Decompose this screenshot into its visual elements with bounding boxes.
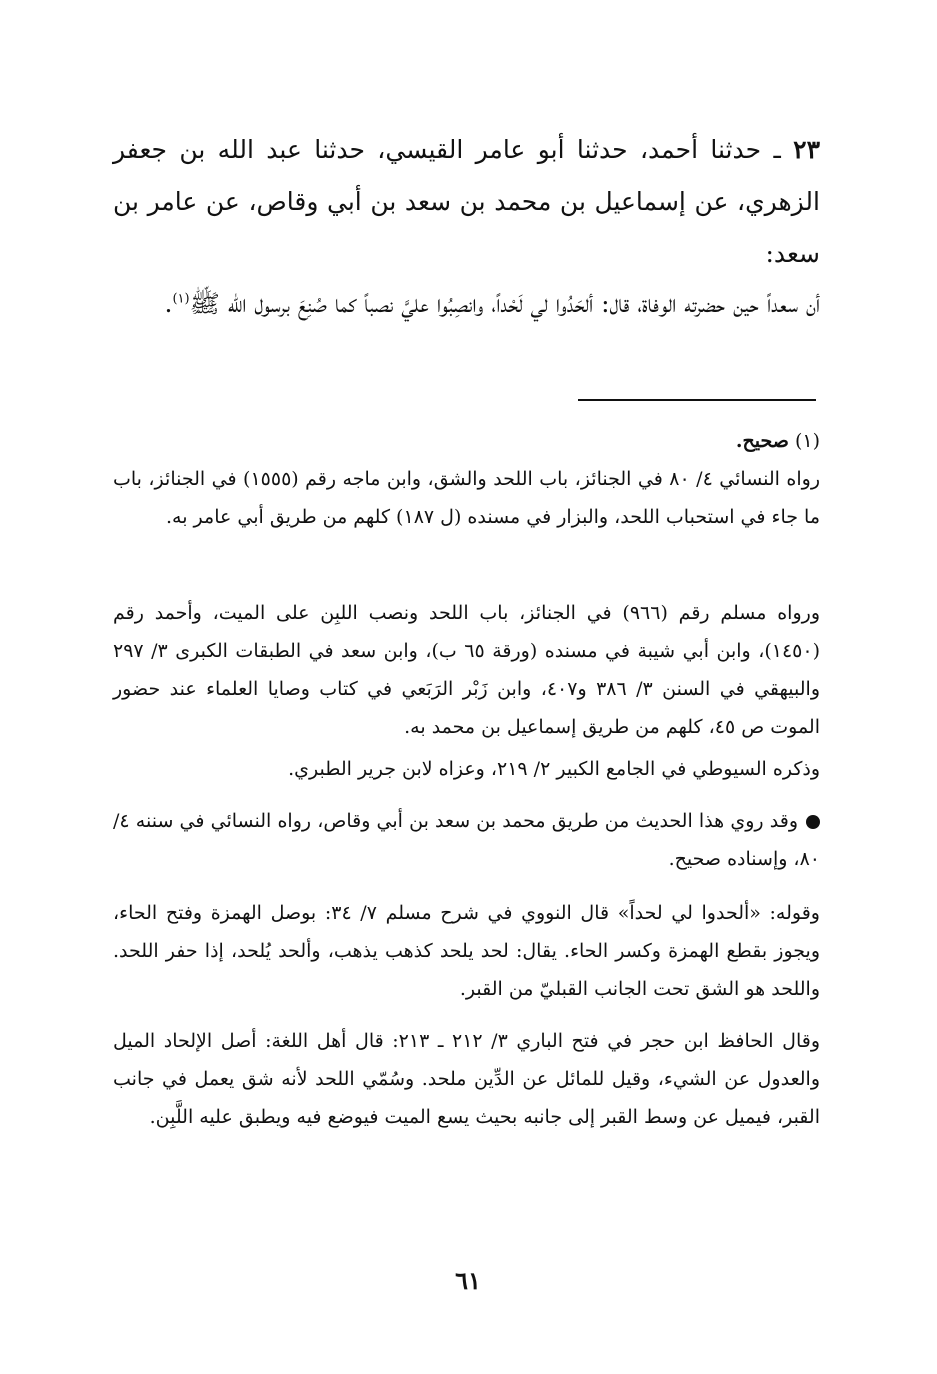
- footnote-paragraph-4-text: وقد روي هذا الحديث من طريق محمد بن سعد بن أبي وقاص، رواه النسائي في سننه ٤/ ٨٠، وإسناده صحيح.: [113, 810, 820, 870]
- footnote-paragraph-3: وذكره السيوطي في الجامع الكبير ٢/ ٢١٩، وعزاه لابن جرير الطبري.: [288, 758, 820, 780]
- hadith-isnad-text: حدثنا أحمد، حدثنا أبو عامر القيسي، حدثنا عبد الله بن جعفر الزهري، عن إسماعيل بن محمد بن سعد بن أبي وقاص، عن عامر بن سعد:: [113, 135, 820, 268]
- hadith-dash: ـ: [761, 135, 794, 164]
- hadith-isnad: [113, 124, 820, 280]
- footnote-heading-text: صحيح.: [735, 430, 789, 452]
- bullet-icon: [806, 815, 820, 829]
- footnote-reference: (١): [172, 291, 190, 307]
- footnote-heading-marker: (١): [794, 430, 820, 452]
- footnote-paragraph-4: [113, 802, 820, 878]
- footnote-separator: [578, 399, 816, 401]
- page-number: ٦١: [455, 1266, 481, 1295]
- footnote-paragraph-6: وقال الحافظ ابن حجر في فتح الباري ٣/ ٢١٢ ـ ٢١٣: قال أهل اللغة: أصل الإلحاد الميل والعدول عن الشيء، وقيل للمائل عن الدِّين ملحد. وسُمّي اللحد لأنه شق يعمل في جانب القبر، فيميل عن وسط القبر إلى جانبه بحيث يسع الميت فيوضع فيه ويطبق عليه اللَّبِن.: [113, 1030, 820, 1128]
- footnote-paragraph-2: ورواه مسلم رقم (٩٦٦) في الجنائز، باب اللحد ونصب اللبِن على الميت، وأحمد رقم (١٤٥٠)، وابن أبي شيبة في مسنده (ورقة ٦٥ ب)، وابن سعد في الطبقات الكبرى ٣/ ٢٩٧ والبيهقي في السنن ٣/ ٣٨٦ و٤٠٧، وابن زَبْر الرَبَعي في كتاب وصايا العلماء عند حضور الموت ص ٤٥، كلهم من طريق إسماعيل بن محمد به.: [113, 602, 820, 738]
- hadith-end-mark: .: [164, 289, 173, 318]
- hadith-matn: [113, 278, 820, 330]
- hadith-matn-text: أن سعداً حين حضرته الوفاة، قال: ألحَدُوا لي لَحْداً، وانصِبُوا عليَّ نصباً كما صُنِعَ برسول الله ﷺ: [189, 289, 820, 318]
- footnote-paragraph-5: وقوله: «ألحدوا لي لحداً» قال النووي في شرح مسلم ٧/ ٣٤: بوصل الهمزة وفتح الحاء، ويجوز بقطع الهمزة وكسر الحاء. يقال: لحد يلحد كذهب يذهب، وألحد يُلحد، إذا حفر اللحد. واللحد هو الشق تحت الجانب القبليّ من القبر.: [113, 902, 820, 1000]
- hadith-number: ٢٣: [793, 135, 820, 164]
- footnote-heading: [113, 422, 820, 460]
- footnote-paragraph-1: رواه النسائي ٤/ ٨٠ في الجنائز، باب اللحد والشق، وابن ماجه رقم (١٥٥٥) في الجنائز، باب ما جاء في استحباب اللحد، والبزار في مسنده (ل ١٨٧) كلهم من طريق أبي عامر به.: [113, 468, 820, 528]
